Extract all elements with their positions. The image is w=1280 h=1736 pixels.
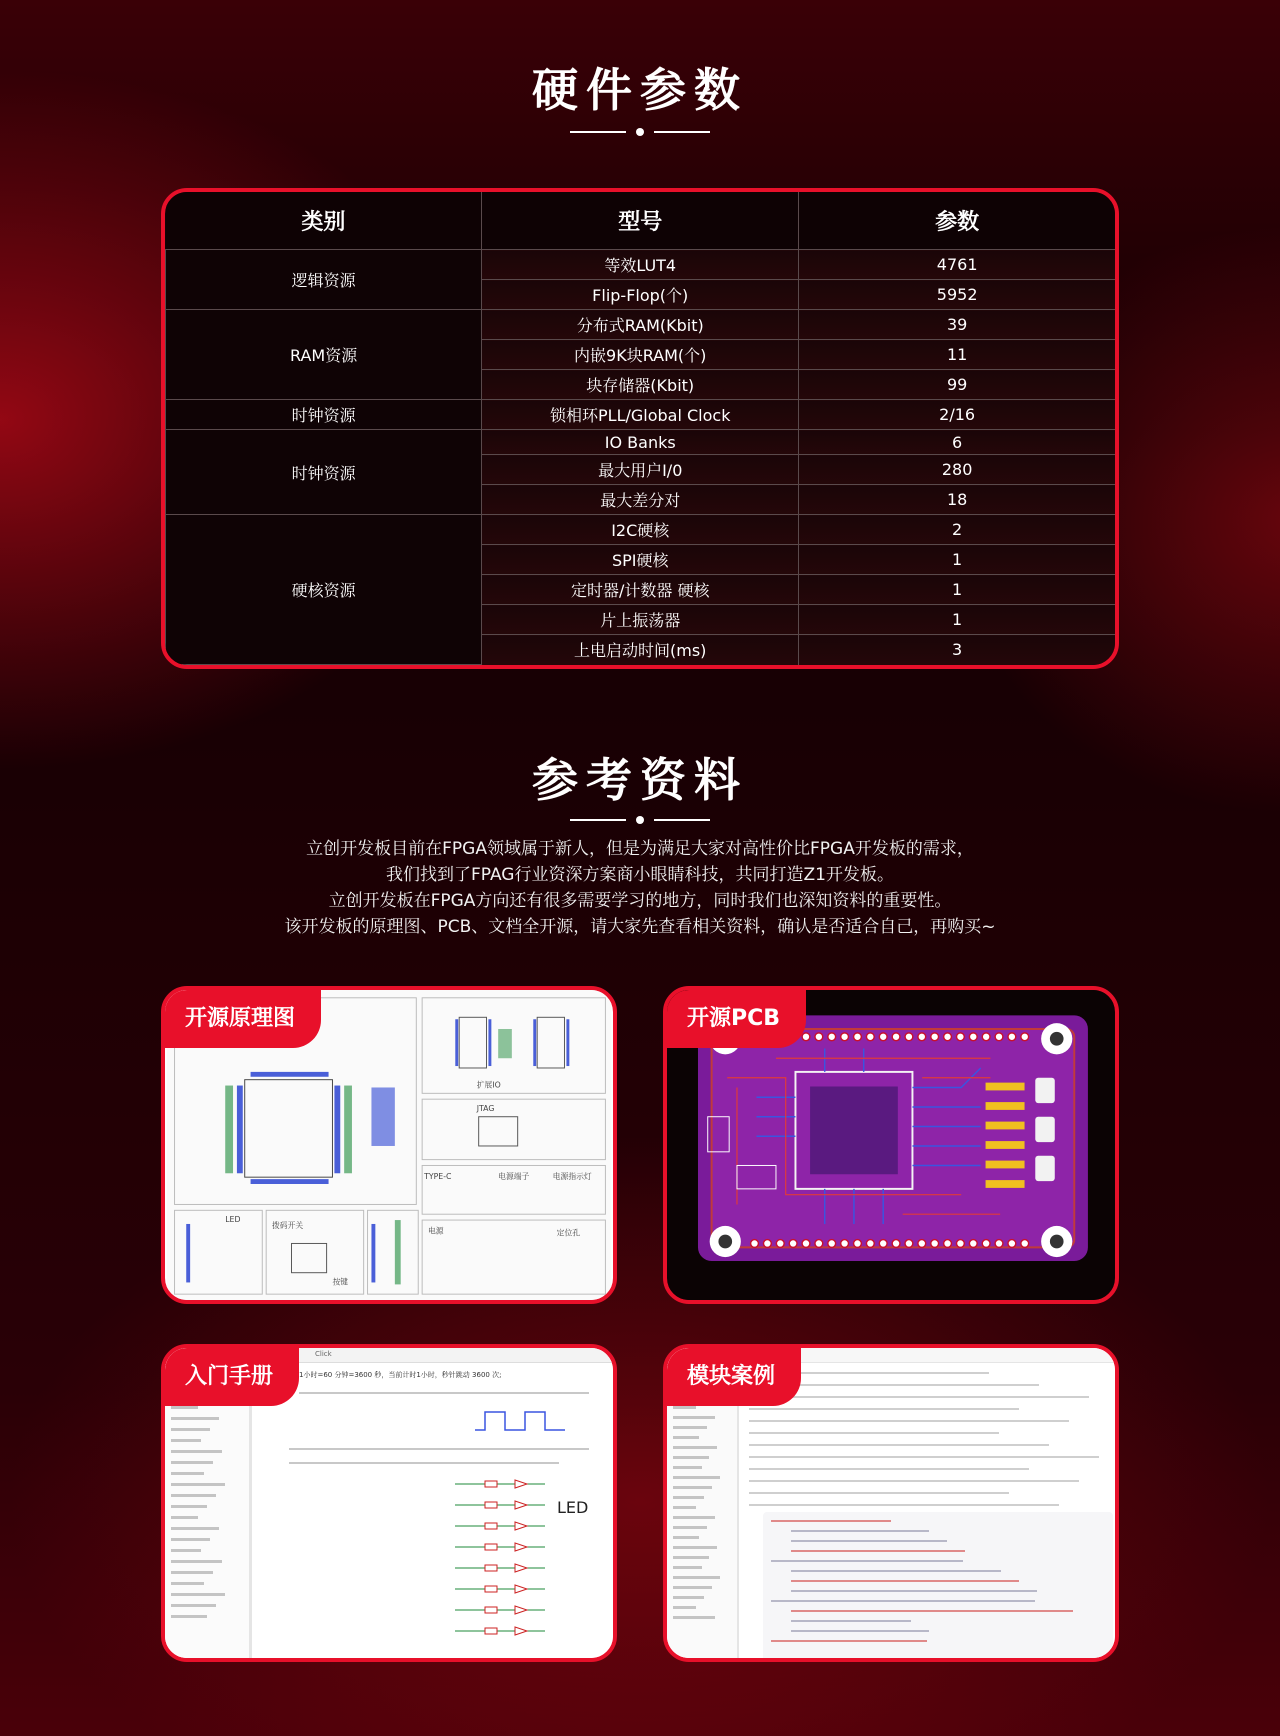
sidebar-item: [171, 1516, 198, 1519]
table-row: [166, 400, 1116, 430]
sidebar-item: [673, 1566, 702, 1569]
pcb-pin: [931, 1240, 939, 1248]
code-line: [791, 1590, 1037, 1592]
value-cell: 39: [799, 310, 1115, 340]
led-resistor: [485, 1628, 497, 1634]
pcb-pin: [982, 1240, 990, 1248]
pcb-pin: [1021, 1240, 1029, 1248]
model-cell: I2C硬核: [482, 515, 799, 545]
title-divider: [570, 128, 710, 136]
pcb-pin: [995, 1033, 1003, 1041]
sidebar-item: [673, 1476, 720, 1479]
sidebar-item: [673, 1606, 696, 1609]
pcb-pin: [802, 1240, 810, 1248]
value-cell: 2/16: [799, 400, 1115, 430]
intro-line: 该开发板的原理图、PCB、文档全开源，请大家先查看相关资料，确认是否适合自己，再购买~: [284, 917, 996, 937]
led-diode: [515, 1627, 527, 1635]
model-cell: 片上振荡器: [482, 605, 799, 635]
pcb-pin: [866, 1240, 874, 1248]
schematic-label: 电源指示灯: [552, 1172, 592, 1182]
table-header-category: 类别: [166, 192, 482, 250]
code-line: [791, 1620, 911, 1622]
model-cell: IO Banks: [482, 430, 799, 455]
led-diode: [515, 1564, 527, 1572]
module-card-tag: 模块案例: [667, 1348, 801, 1406]
model-cell: 分布式RAM(Kbit): [482, 310, 799, 340]
schematic-card[interactable]: [161, 986, 617, 1304]
led-diode: [515, 1522, 527, 1530]
value-cell: 99: [799, 370, 1115, 400]
reference-section-title: 参考资料: [532, 753, 748, 807]
sidebar-item: [673, 1436, 699, 1439]
sidebar-item: [171, 1615, 207, 1618]
pcb-pin: [957, 1033, 965, 1041]
text-line: [749, 1480, 1079, 1482]
schematic-label: 拨码开关: [272, 1220, 304, 1230]
sidebar-item: [171, 1538, 210, 1541]
manual-tab: Click: [315, 1350, 332, 1358]
sidebar-item: [673, 1526, 707, 1529]
value-cell: 5952: [799, 280, 1115, 310]
led-resistor: [485, 1523, 497, 1529]
pcb-pin: [931, 1033, 939, 1041]
sidebar-item: [171, 1549, 201, 1552]
sidebar-item: [673, 1596, 704, 1599]
pcb-pin: [815, 1240, 823, 1248]
schematic-label: 扩展IO: [476, 1080, 501, 1090]
category-cell: 时钟资源: [166, 430, 482, 515]
category-cell: 硬核资源: [166, 515, 482, 665]
value-cell: 1: [799, 545, 1115, 575]
schematic-card-tag: 开源原理图: [165, 990, 321, 1048]
pcb-pin: [957, 1240, 965, 1248]
text-line: [749, 1468, 1029, 1470]
text-line: [749, 1396, 1089, 1398]
code-line: [791, 1610, 1073, 1612]
table-row: [166, 515, 1116, 545]
pcb-pin: [866, 1033, 874, 1041]
sidebar-item: [673, 1586, 712, 1589]
sidebar-item: [171, 1461, 213, 1464]
pcb-pin: [944, 1033, 952, 1041]
pcb-pin: [815, 1033, 823, 1041]
code-line: [771, 1560, 963, 1562]
led-label: LED: [557, 1498, 589, 1517]
code-line: [791, 1550, 965, 1552]
text-line: [749, 1420, 1069, 1422]
table-row: [166, 430, 1116, 455]
text-line: [749, 1444, 1049, 1446]
pcb-card[interactable]: [663, 986, 1119, 1304]
pcb-pin: [854, 1033, 862, 1041]
code-line: [771, 1520, 891, 1522]
schematic-label: JTAG: [476, 1103, 495, 1113]
pcb-pin: [789, 1240, 797, 1248]
sidebar-item: [673, 1546, 717, 1549]
sidebar-item: [673, 1506, 696, 1509]
sidebar-item: [171, 1527, 219, 1530]
sidebar-item: [673, 1406, 696, 1409]
sidebar-item: [171, 1604, 216, 1607]
sidebar-item: [673, 1446, 717, 1449]
table-row: [166, 250, 1116, 280]
intro-line: 立创开发板在FPGA方向还有很多需要学习的地方，同时我们也深知资料的重要性。: [328, 891, 952, 911]
text-line: [749, 1504, 1059, 1506]
value-cell: 1: [799, 575, 1115, 605]
schematic-label: TYPE-C: [424, 1172, 452, 1182]
manual-card-tag: 入门手册: [165, 1348, 299, 1406]
pcb-pin: [854, 1240, 862, 1248]
led-circuit-diagram: [445, 1474, 555, 1654]
sidebar-item: [171, 1450, 222, 1453]
pcb-pin: [1008, 1240, 1016, 1248]
pcb-pin: [879, 1240, 887, 1248]
sidebar-item: [673, 1516, 715, 1519]
model-cell: 最大用户I/0: [482, 455, 799, 485]
manual-timer-text: 1小时=60 分钟=3600 秒，当前计时1小时，秒针跳动 3600 次;: [299, 1371, 502, 1379]
pcb-pin: [802, 1033, 810, 1041]
code-line: [771, 1640, 927, 1642]
pcb-pin: [763, 1240, 771, 1248]
sidebar-item: [171, 1439, 201, 1442]
pcb-pin: [776, 1240, 784, 1248]
led-resistor: [485, 1544, 497, 1550]
text-line: [749, 1492, 1009, 1494]
reference-intro: [0, 836, 1280, 940]
pcb-pin: [969, 1033, 977, 1041]
led-diode: [515, 1480, 527, 1488]
pcb-pin: [751, 1240, 759, 1248]
schematic-label: 电源端子: [498, 1172, 530, 1182]
value-cell: 18: [799, 485, 1115, 515]
table-row: [166, 310, 1116, 340]
pcb-pin: [905, 1033, 913, 1041]
text-line: [749, 1456, 1099, 1458]
led-resistor: [485, 1607, 497, 1613]
pcb-pin: [841, 1033, 849, 1041]
manual-card[interactable]: [161, 1344, 617, 1662]
led-resistor: [485, 1565, 497, 1571]
pcb-pin: [995, 1240, 1003, 1248]
pcb-pin: [944, 1240, 952, 1248]
code-line: [791, 1580, 1019, 1582]
sidebar-item: [673, 1486, 712, 1489]
sidebar-item: [171, 1483, 225, 1486]
code-block: [763, 1512, 1113, 1662]
hardware-spec-table: [161, 188, 1119, 669]
led-diode: [515, 1606, 527, 1614]
model-cell: 内嵌9K块RAM(个): [482, 340, 799, 370]
pcb-pin: [918, 1240, 926, 1248]
category-cell: 逻辑资源: [166, 250, 482, 310]
waveform-icon: [475, 1408, 565, 1434]
text-line: [749, 1408, 1019, 1410]
value-cell: 280: [799, 455, 1115, 485]
code-line: [791, 1530, 929, 1532]
sidebar-item: [673, 1416, 715, 1419]
pcb-pin: [841, 1240, 849, 1248]
pcb-pin: [828, 1033, 836, 1041]
sidebar-item: [171, 1560, 222, 1563]
model-cell: Flip-Flop(个): [482, 280, 799, 310]
sidebar-item: [171, 1505, 207, 1508]
schematic-label: 电源: [427, 1226, 444, 1236]
pcb-pin: [918, 1033, 926, 1041]
code-line: [791, 1570, 1001, 1572]
sidebar-item: [171, 1571, 213, 1574]
module-card[interactable]: [663, 1344, 1119, 1662]
pcb-pin: [879, 1033, 887, 1041]
led-diode: [515, 1543, 527, 1551]
pcb-pin: [982, 1033, 990, 1041]
model-cell: 块存储器(Kbit): [482, 370, 799, 400]
led-resistor: [485, 1586, 497, 1592]
intro-line: 我们找到了FPAG行业资深方案商小眼睛科技，共同打造Z1开发板。: [386, 865, 894, 885]
sidebar-item: [171, 1417, 219, 1420]
model-cell: 定时器/计数器 硬核: [482, 575, 799, 605]
pcb-pin: [892, 1240, 900, 1248]
sidebar-item: [171, 1406, 198, 1409]
value-cell: 11: [799, 340, 1115, 370]
pcb-pin: [969, 1240, 977, 1248]
model-cell: 锁相环PLL/Global Clock: [482, 400, 799, 430]
value-cell: 2: [799, 515, 1115, 545]
sidebar-item: [673, 1456, 709, 1459]
code-line: [791, 1630, 929, 1632]
title-divider: [570, 816, 710, 824]
value-cell: 4761: [799, 250, 1115, 280]
model-cell: 上电启动时间(ms): [482, 635, 799, 665]
schematic-label: 按键: [332, 1277, 349, 1287]
pcb-pin: [892, 1033, 900, 1041]
table-header-model: 型号: [482, 192, 799, 250]
led-resistor: [485, 1502, 497, 1508]
model-cell: 最大差分对: [482, 485, 799, 515]
sidebar-item: [171, 1428, 210, 1431]
intro-line: 立创开发板目前在FPGA领域属于新人，但是为满足大家对高性价比FPGA开发板的需求，: [306, 839, 974, 859]
value-cell: 1: [799, 605, 1115, 635]
sidebar-item: [673, 1556, 709, 1559]
value-cell: 6: [799, 430, 1115, 455]
model-cell: SPI硬核: [482, 545, 799, 575]
pcb-pin: [905, 1240, 913, 1248]
sidebar-item: [673, 1496, 704, 1499]
hardware-section-title: 硬件参数: [532, 63, 748, 117]
pcb-pin: [828, 1240, 836, 1248]
led-diode: [515, 1501, 527, 1509]
sidebar-item: [171, 1593, 225, 1596]
led-resistor: [485, 1481, 497, 1487]
sidebar-item: [673, 1616, 715, 1619]
schematic-label: 定位孔: [556, 1228, 581, 1238]
sidebar-item: [673, 1426, 707, 1429]
sidebar-item: [171, 1494, 216, 1497]
sidebar-item: [171, 1582, 204, 1585]
sidebar-item: [673, 1466, 702, 1469]
sidebar-item: [673, 1536, 699, 1539]
sidebar-item: [171, 1472, 204, 1475]
code-line: [771, 1600, 1035, 1602]
category-cell: RAM资源: [166, 310, 482, 400]
model-cell: 等效LUT4: [482, 250, 799, 280]
text-line: [749, 1432, 999, 1434]
led-diode: [515, 1585, 527, 1593]
pcb-card-tag: 开源PCB: [667, 990, 806, 1048]
schematic-label: LED: [225, 1215, 241, 1225]
pcb-pin: [1008, 1033, 1016, 1041]
value-cell: 3: [799, 635, 1115, 665]
sidebar-item: [673, 1576, 720, 1579]
code-line: [791, 1540, 947, 1542]
table-header-param: 参数: [799, 192, 1115, 250]
pcb-pin: [1021, 1033, 1029, 1041]
category-cell: 时钟资源: [166, 400, 482, 430]
